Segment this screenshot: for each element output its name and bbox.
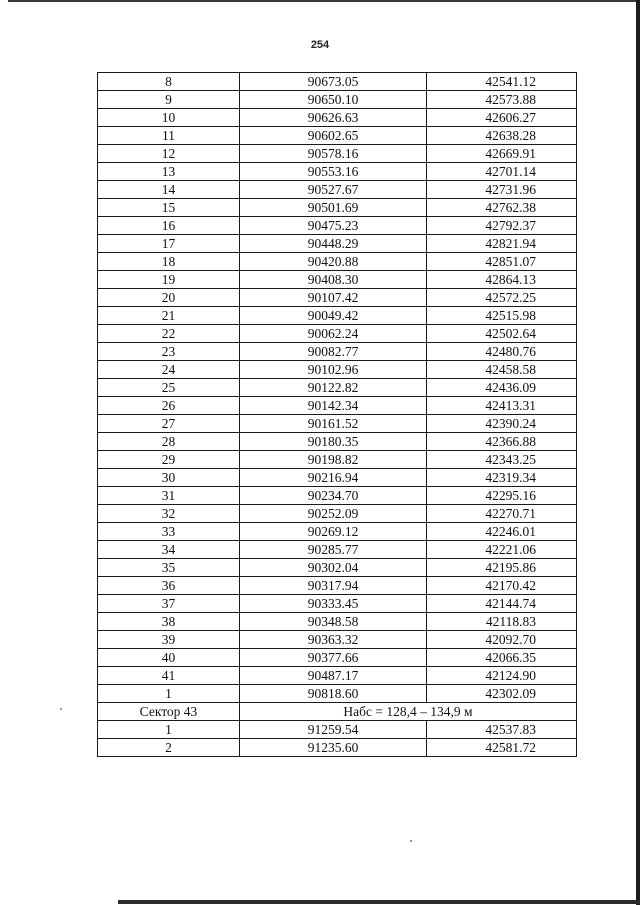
point-number-cell: 29 (98, 451, 240, 469)
table-row (98, 145, 577, 163)
table-row (98, 343, 577, 361)
x-coordinate-cell: 90650.10 (240, 91, 427, 109)
scan-top-edge (8, 0, 636, 2)
x-coordinate-cell: 90377.66 (240, 649, 427, 667)
x-coordinate-cell: 90673.05 (240, 73, 427, 91)
page-number: 254 (310, 39, 330, 51)
y-coordinate-cell: 42302.09 (427, 685, 577, 703)
y-coordinate-cell: 42606.27 (427, 109, 577, 127)
point-number-cell: 40 (98, 649, 240, 667)
point-number-cell: 25 (98, 379, 240, 397)
x-coordinate-cell: 90234.70 (240, 487, 427, 505)
table-row (98, 307, 577, 325)
point-number-cell: 8 (98, 73, 240, 91)
y-coordinate-cell: 42319.34 (427, 469, 577, 487)
x-coordinate-cell: 90475.23 (240, 217, 427, 235)
x-coordinate-cell: 90578.16 (240, 145, 427, 163)
x-coordinate-cell: 90408.30 (240, 271, 427, 289)
point-number-cell: 19 (98, 271, 240, 289)
point-number-cell: 24 (98, 361, 240, 379)
table-row (98, 685, 577, 703)
table-row (98, 235, 577, 253)
x-coordinate-cell: 90448.29 (240, 235, 427, 253)
y-coordinate-cell: 42221.06 (427, 541, 577, 559)
table-row (98, 361, 577, 379)
y-coordinate-cell: 42066.35 (427, 649, 577, 667)
y-coordinate-cell: 42541.12 (427, 73, 577, 91)
table-row (98, 433, 577, 451)
y-coordinate-cell: 42669.91 (427, 145, 577, 163)
point-number-cell: 31 (98, 487, 240, 505)
point-number-cell: 21 (98, 307, 240, 325)
y-coordinate-cell: 42821.94 (427, 235, 577, 253)
table-row (98, 505, 577, 523)
y-coordinate-cell: 42246.01 (427, 523, 577, 541)
point-number-cell: 28 (98, 433, 240, 451)
point-number-cell: 35 (98, 559, 240, 577)
table-row (98, 289, 577, 307)
point-number-cell: 33 (98, 523, 240, 541)
y-coordinate-cell: 42638.28 (427, 127, 577, 145)
table-row (98, 181, 577, 199)
point-number-cell: 27 (98, 415, 240, 433)
table-row (98, 631, 577, 649)
point-number-cell: 26 (98, 397, 240, 415)
scan-speck (410, 840, 412, 842)
table-row (98, 721, 577, 739)
y-coordinate-cell: 42390.24 (427, 415, 577, 433)
y-coordinate-cell: 42851.07 (427, 253, 577, 271)
x-coordinate-cell: 90348.58 (240, 613, 427, 631)
table-row (98, 487, 577, 505)
y-coordinate-cell: 42413.31 (427, 397, 577, 415)
point-number-cell: 20 (98, 289, 240, 307)
x-coordinate-cell: 91259.54 (240, 721, 427, 739)
table-row (98, 613, 577, 631)
coordinates-table (97, 72, 577, 757)
table-row (98, 451, 577, 469)
y-coordinate-cell: 42436.09 (427, 379, 577, 397)
table-row (98, 577, 577, 595)
x-coordinate-cell: 90107.42 (240, 289, 427, 307)
y-coordinate-cell: 42118.83 (427, 613, 577, 631)
table-row (98, 217, 577, 235)
x-coordinate-cell: 90285.77 (240, 541, 427, 559)
y-coordinate-cell: 42092.70 (427, 631, 577, 649)
y-coordinate-cell: 42170.42 (427, 577, 577, 595)
point-number-cell: 13 (98, 163, 240, 181)
coordinates-table-body (98, 73, 577, 757)
y-coordinate-cell: 42366.88 (427, 433, 577, 451)
x-coordinate-cell: 91235.60 (240, 739, 427, 757)
x-coordinate-cell: 90333.45 (240, 595, 427, 613)
x-coordinate-cell: 90216.94 (240, 469, 427, 487)
point-number-cell: 15 (98, 199, 240, 217)
y-coordinate-cell: 42195.86 (427, 559, 577, 577)
y-coordinate-cell: 42572.25 (427, 289, 577, 307)
y-coordinate-cell: 42343.25 (427, 451, 577, 469)
point-number-cell: 23 (98, 343, 240, 361)
table-row (98, 379, 577, 397)
point-number-cell: 18 (98, 253, 240, 271)
x-coordinate-cell: 90269.12 (240, 523, 427, 541)
point-number-cell: 38 (98, 613, 240, 631)
x-coordinate-cell: 90818.60 (240, 685, 427, 703)
table-row (98, 271, 577, 289)
x-coordinate-cell: 90049.42 (240, 307, 427, 325)
point-number-cell: 16 (98, 217, 240, 235)
x-coordinate-cell: 90501.69 (240, 199, 427, 217)
table-row (98, 469, 577, 487)
table-row (98, 541, 577, 559)
y-coordinate-cell: 42762.38 (427, 199, 577, 217)
x-coordinate-cell: 90527.67 (240, 181, 427, 199)
x-coordinate-cell: 90252.09 (240, 505, 427, 523)
scan-speck (60, 708, 62, 710)
table-row (98, 73, 577, 91)
y-coordinate-cell: 42864.13 (427, 271, 577, 289)
y-coordinate-cell: 42731.96 (427, 181, 577, 199)
point-number-cell: 39 (98, 631, 240, 649)
y-coordinate-cell: 42124.90 (427, 667, 577, 685)
x-coordinate-cell: 90062.24 (240, 325, 427, 343)
point-number-cell: 2 (98, 739, 240, 757)
y-coordinate-cell: 42502.64 (427, 325, 577, 343)
table-row (98, 199, 577, 217)
x-coordinate-cell: 90161.52 (240, 415, 427, 433)
x-coordinate-cell: 90487.17 (240, 667, 427, 685)
point-number-cell: 32 (98, 505, 240, 523)
x-coordinate-cell: 90602.65 (240, 127, 427, 145)
point-number-cell: 12 (98, 145, 240, 163)
point-number-cell: 9 (98, 91, 240, 109)
point-number-cell: 14 (98, 181, 240, 199)
x-coordinate-cell: 90142.34 (240, 397, 427, 415)
y-coordinate-cell: 42792.37 (427, 217, 577, 235)
point-number-cell: 41 (98, 667, 240, 685)
table-row (98, 667, 577, 685)
table-row (98, 595, 577, 613)
scan-right-edge (636, 0, 640, 905)
x-coordinate-cell: 90420.88 (240, 253, 427, 271)
point-number-cell: 11 (98, 127, 240, 145)
table-row (98, 397, 577, 415)
table-row (98, 415, 577, 433)
table-row (98, 163, 577, 181)
point-number-cell: 1 (98, 685, 240, 703)
x-coordinate-cell: 90198.82 (240, 451, 427, 469)
y-coordinate-cell: 42270.71 (427, 505, 577, 523)
table-row (98, 91, 577, 109)
y-coordinate-cell: 42458.58 (427, 361, 577, 379)
table-row (98, 253, 577, 271)
x-coordinate-cell: 90363.32 (240, 631, 427, 649)
y-coordinate-cell: 42701.14 (427, 163, 577, 181)
y-coordinate-cell: 42537.83 (427, 721, 577, 739)
point-number-cell: 30 (98, 469, 240, 487)
point-number-cell: 37 (98, 595, 240, 613)
x-coordinate-cell: 90626.63 (240, 109, 427, 127)
sector-header-row (98, 703, 577, 721)
table-row (98, 325, 577, 343)
x-coordinate-cell: 90082.77 (240, 343, 427, 361)
x-coordinate-cell: 90180.35 (240, 433, 427, 451)
point-number-cell: 17 (98, 235, 240, 253)
y-coordinate-cell: 42581.72 (427, 739, 577, 757)
sector-height-range: Набс = 128,4 – 134,9 м (240, 703, 577, 721)
sector-label: Сектор 43 (98, 703, 240, 721)
x-coordinate-cell: 90102.96 (240, 361, 427, 379)
scan-bottom-edge (118, 900, 640, 904)
x-coordinate-cell: 90553.16 (240, 163, 427, 181)
y-coordinate-cell: 42515.98 (427, 307, 577, 325)
y-coordinate-cell: 42480.76 (427, 343, 577, 361)
y-coordinate-cell: 42144.74 (427, 595, 577, 613)
table-row (98, 649, 577, 667)
x-coordinate-cell: 90302.04 (240, 559, 427, 577)
point-number-cell: 36 (98, 577, 240, 595)
point-number-cell: 22 (98, 325, 240, 343)
point-number-cell: 1 (98, 721, 240, 739)
point-number-cell: 10 (98, 109, 240, 127)
y-coordinate-cell: 42295.16 (427, 487, 577, 505)
table-row (98, 559, 577, 577)
point-number-cell: 34 (98, 541, 240, 559)
x-coordinate-cell: 90317.94 (240, 577, 427, 595)
table-row (98, 127, 577, 145)
x-coordinate-cell: 90122.82 (240, 379, 427, 397)
table-row (98, 739, 577, 757)
table-row (98, 109, 577, 127)
table-row (98, 523, 577, 541)
y-coordinate-cell: 42573.88 (427, 91, 577, 109)
